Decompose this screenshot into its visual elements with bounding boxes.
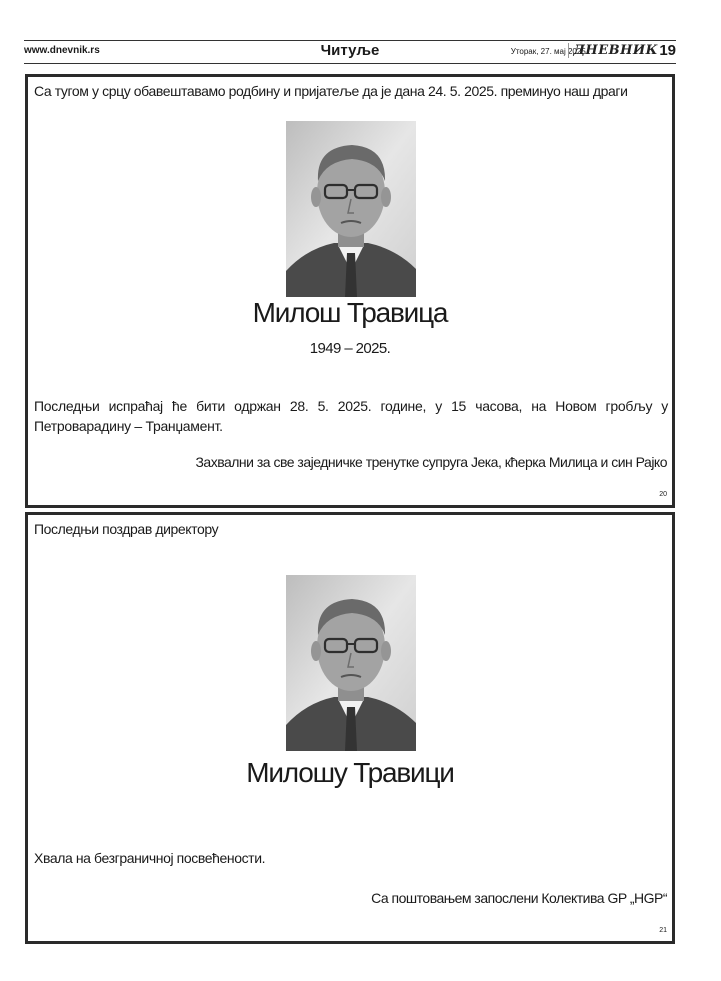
section-title: Читуље	[320, 42, 380, 59]
farewell-notice	[25, 512, 675, 944]
life-years: 1949 – 2025.	[309, 340, 391, 357]
deceased-name: Милошу Травици	[246, 757, 454, 788]
portrait-photo	[286, 575, 416, 751]
notice-signature: Захвални за све заједничке тренутке супруга Јека, кћерка Милица и син Рајко	[195, 454, 667, 470]
notice-reference-number: 20	[659, 491, 667, 498]
notice-intro: Са тугом у срцу обавештавамо родбину и пријатеље да је дана 24. 5. 2025. преминуо наш драги	[34, 83, 628, 99]
page-number: 19	[659, 42, 676, 59]
funeral-details: Последњи испраћај ће бити одржан 28. 5. 2025. године, у 15 часова, на Новом гробљу у Петроварадину – Транџамент.	[34, 398, 668, 434]
notice-signature: Са поштовањем запослени Колектива GP „HGP“	[371, 890, 667, 906]
notice-reference-number: 21	[659, 927, 667, 934]
site-url[interactable]: www.dnevnik.rs	[24, 45, 100, 56]
gratitude-text: Хвала на безграничној посвећености.	[34, 850, 266, 866]
notice-intro: Последњи поздрав директору	[34, 521, 219, 537]
issue-date: Уторак, 27. мај 2025.	[510, 47, 588, 56]
portrait-photo	[286, 121, 416, 297]
newspaper-logo: ДНЕВНИК	[568, 43, 658, 58]
page-header	[24, 40, 676, 64]
deceased-name: Милош Травица	[252, 297, 448, 328]
obituary-notice	[25, 74, 675, 508]
